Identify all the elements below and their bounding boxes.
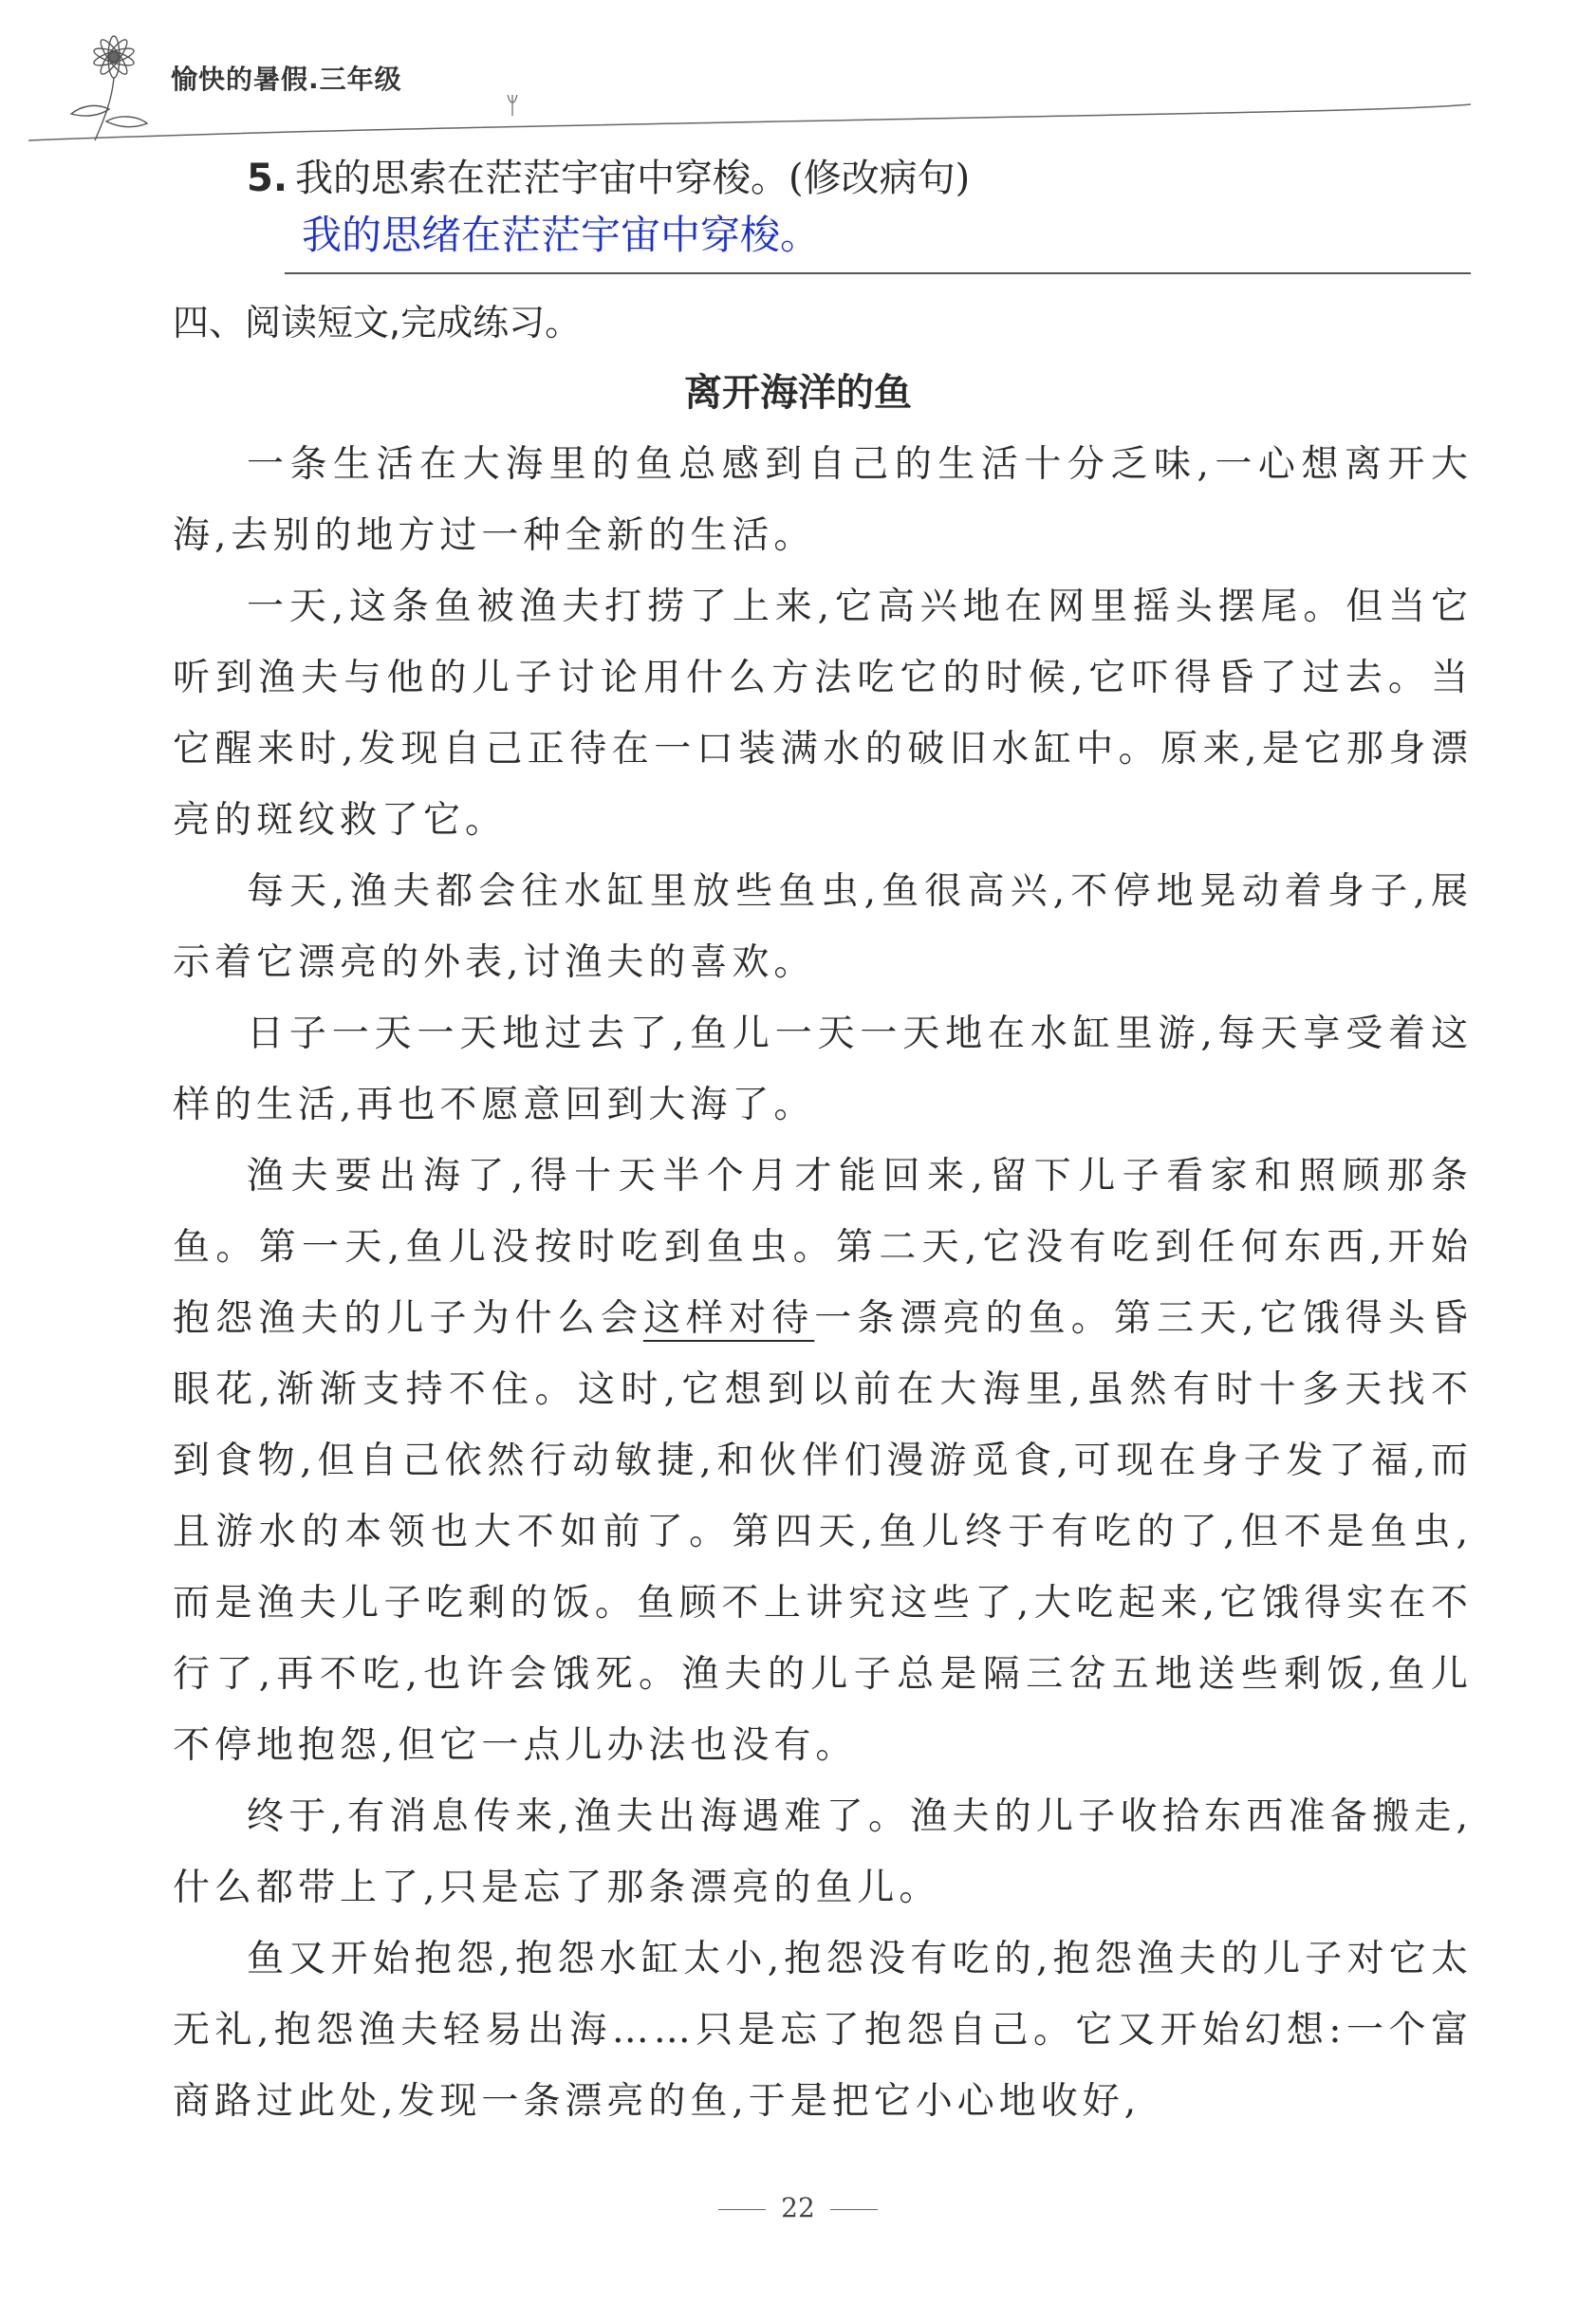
story-paragraph: 终于,有消息传来,渔夫出海遇难了。渔夫的儿子收拾东西准备搬走,什么都带上了,只是忘了那条漂亮的鱼儿。 [173, 1795, 1473, 1909]
footer-dash [718, 2209, 766, 2210]
underlined-phrase: 这样对待 [642, 1297, 815, 1340]
answer-underline [285, 272, 1471, 274]
paragraph-text: 一条漂亮的鱼。第三天,它饿得头昏眼花,渐渐支持不住。这时,它想到以前在大海里,虽然有时十多天找不到食物,但自己依然行动敏捷,和伙伴们漫游觅食,可现在身子发了福,而且游水的本领也大不如前了。第四天,鱼儿终于有吃的了,但不是鱼虫,而是渔夫儿子吃剩的饭。鱼顾不上讲究这些了,大吃起来,它饿得实在不行了,再不吃,也许会饿死。渔夫的儿子总是隔三岔五地送些剩饭,鱼儿不停地抱怨,但它一点儿办法也没有。 [173, 1297, 1473, 1767]
paragraph-text: 渔夫要出海了,得十天半个月才能回来,留下儿子看家和照顾那条鱼。第一天,鱼儿没按时吃到鱼虫。第二天,它没有吃到任何东西,开始抱怨渔夫的儿子为什么会 [173, 1155, 1473, 1340]
story-paragraph [173, 1141, 1473, 1781]
section-title: 四、阅读短文,完成练习。 [173, 302, 582, 344]
story-paragraph: 日子一天一天地过去了,鱼儿一天一天地在水缸里游,每天享受着这样的生活,再也不愿意回到大海了。 [173, 1013, 1473, 1126]
page-footer [0, 2192, 1596, 2223]
story-paragraph: 每天,渔夫都会往水缸里放些鱼虫,鱼很高兴,不停地晃动着身子,展示着它漂亮的外表,讨渔夫的喜欢。 [173, 870, 1473, 984]
question-text: 我的思索在茫茫宇宙中穿梭。(修改病句) [295, 157, 971, 200]
handwritten-answer: 我的思绪在茫茫宇宙中穿梭。 [302, 212, 821, 258]
story-body [173, 429, 1473, 2137]
story-title: 离开海洋的鱼 [684, 371, 912, 415]
header-decorative-line [28, 95, 1566, 152]
question-number: 5. [247, 157, 288, 200]
story-paragraph: 鱼又开始抱怨,抱怨水缸太小,抱怨没有吃的,抱怨渔夫的儿子对它太无礼,抱怨渔夫轻易出海……只是忘了抱怨自己。它又开始幻想:一个富商路过此处,发现一条漂亮的鱼,于是把它小心地收好, [173, 1938, 1473, 2123]
question-5 [247, 152, 970, 205]
page-number: 22 [781, 2192, 815, 2223]
footer-dash [830, 2209, 878, 2210]
page-header [28, 19, 1568, 152]
story-paragraph: 一条生活在大海里的鱼总感到自己的生活十分乏味,一心想离开大海,去别的地方过一种全新的生活。 [173, 443, 1473, 557]
header-title: 愉快的暑假.三年级 [171, 64, 402, 95]
story-paragraph: 一天,这条鱼被渔夫打捞了上来,它高兴地在网里摇头摆尾。但当它听到渔夫与他的儿子讨论用什么方法吃它的时候,它吓得昏了过去。当它醒来时,发现自己正待在一口装满水的破旧水缸中。原来,是它那身漂亮的斑纹救了它。 [173, 585, 1473, 842]
